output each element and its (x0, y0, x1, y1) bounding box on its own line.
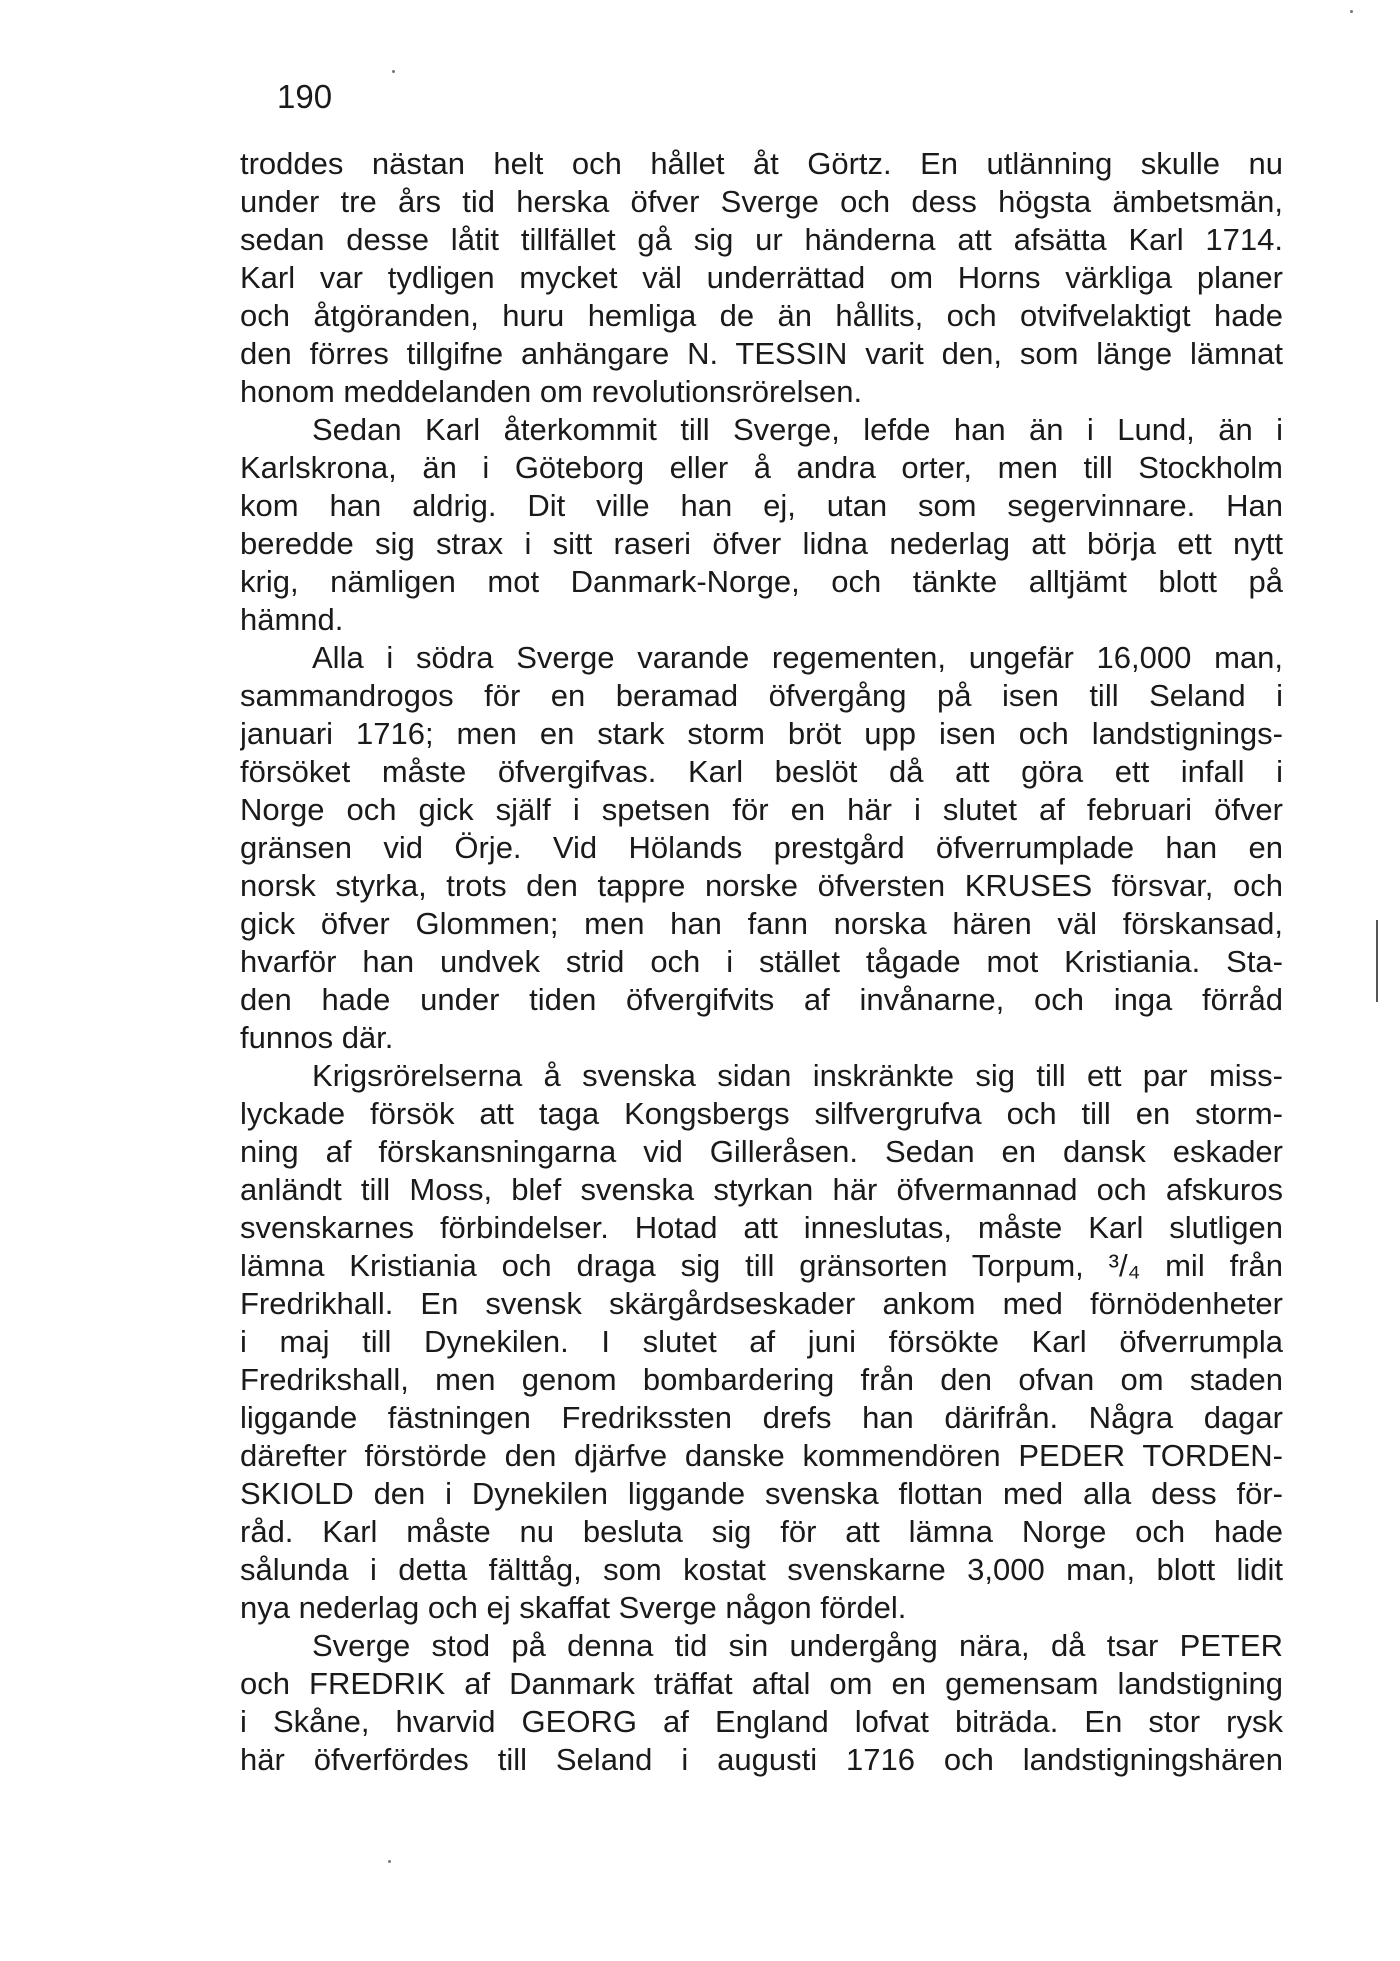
text-line: norsk styrka, trots den tappre norske öfversten KRUSES försvar, och (240, 868, 1283, 903)
text-line: därefter förstörde den djärfve danske kommendören PEDER TORDEN- (240, 1438, 1283, 1473)
text-line: lämna Kristiania och draga sig till gränsorten Torpum, ³/₄ mil från (240, 1248, 1283, 1283)
text-line: råd. Karl måste nu besluta sig för att lämna Norge och hade (240, 1514, 1283, 1549)
text-line: i Skåne, hvarvid GEORG af England lofvat biträda. En stor rysk (240, 1704, 1283, 1739)
margin-mark (1376, 920, 1378, 1002)
text-line: anländt till Moss, blef svenska styrkan här öfvermannad och afskuros (240, 1172, 1283, 1207)
speck (388, 1860, 391, 1863)
text-line: den hade under tiden öfvergifvits af invånarne, och inga förråd (240, 982, 1283, 1017)
text-line: Karl var tydligen mycket väl underrättad om Horns värkliga planer (240, 260, 1283, 295)
text-line: hvarför han undvek strid och i stället tågade mot Kristiania. Sta- (240, 944, 1283, 979)
text-line: svenskarnes förbindelser. Hotad att inneslutas, måste Karl slutligen (240, 1210, 1283, 1245)
text-line: lyckade försök att taga Kongsbergs silfvergrufva och till en storm- (240, 1096, 1283, 1131)
text-line: Norge och gick själf i spetsen för en här i slutet af februari öfver (240, 792, 1283, 827)
text-line: Karlskrona, än i Göteborg eller å andra orter, men till Stockholm (240, 450, 1283, 485)
text-line: här öfverfördes till Seland i augusti 1716 och landstigningshären (240, 1742, 1283, 1777)
text-line: honom meddelanden om revolutionsrörelsen. (240, 374, 863, 409)
text-line: nya nederlag och ej skaffat Sverge någon fördel. (240, 1590, 907, 1625)
text-line: beredde sig strax i sitt raseri öfver lidna nederlag att börja ett nytt (240, 526, 1283, 561)
text-line: under tre års tid herska öfver Sverge och dess högsta ämbetsmän, (240, 184, 1283, 219)
text-line: Sedan Karl återkommit till Sverge, lefde han än i Lund, än i (312, 412, 1283, 447)
text-line: Fredrikshall, men genom bombardering från den ofvan om staden (240, 1362, 1283, 1397)
page-number: 190 (277, 78, 333, 115)
text-line: Krigsrörelserna å svenska sidan inskränkte sig till ett par miss- (312, 1058, 1283, 1093)
text-line: och åtgöranden, huru hemliga de än hållits, och otvifvelaktigt hade (240, 298, 1283, 333)
text-line: funnos där. (240, 1020, 394, 1055)
text-line: sammandrogos för en beramad öfvergång på isen till Seland i (240, 678, 1283, 713)
body-text (240, 145, 1283, 1779)
text-line: sålunda i detta fälttåg, som kostat svenskarne 3,000 man, blott lidit (240, 1552, 1283, 1587)
text-line: den förres tillgifne anhängare N. TESSIN varit den, som länge lämnat (240, 336, 1283, 371)
text-line: gick öfver Glommen; men han fann norska hären väl förskansad, (240, 906, 1283, 941)
speck (1350, 10, 1353, 13)
text-line: gränsen vid Örje. Vid Hölands prestgård öfverrumplade han en (240, 830, 1283, 865)
text-line: i maj till Dynekilen. I slutet af juni försökte Karl öfverrumpla (240, 1324, 1283, 1359)
text-line: troddes nästan helt och hållet åt Görtz. En utlänning skulle nu (240, 146, 1283, 181)
text-line: hämnd. (240, 602, 344, 637)
text-line: försöket måste öfvergifvas. Karl beslöt då att göra ett infall i (240, 754, 1283, 789)
text-line: sedan desse låtit tillfället gå sig ur händerna att afsätta Karl 1714. (240, 222, 1283, 257)
text-line: liggande fästningen Fredrikssten drefs han därifrån. Några dagar (240, 1400, 1283, 1435)
text-line: och FREDRIK af Danmark träffat aftal om en gemensam landstigning (240, 1666, 1283, 1701)
text-line: ning af förskansningarna vid Gilleråsen. Sedan en dansk eskader (240, 1134, 1283, 1169)
speck (392, 70, 395, 73)
text-line: Fredrikhall. En svensk skärgårdseskader ankom med förnödenheter (240, 1286, 1283, 1321)
text-line: SKIOLD den i Dynekilen liggande svenska flottan med alla dess för- (240, 1476, 1283, 1511)
text-line: Alla i södra Sverge varande regementen, ungefär 16,000 man, (312, 640, 1283, 675)
text-line: januari 1716; men en stark storm bröt upp isen och landstignings- (240, 716, 1283, 751)
text-line: krig, nämligen mot Danmark-Norge, och tänkte alltjämt blott på (240, 564, 1283, 599)
text-line: Sverge stod på denna tid sin undergång nära, då tsar PETER (312, 1628, 1283, 1663)
text-line: kom han aldrig. Dit ville han ej, utan som segervinnare. Han (240, 488, 1283, 523)
